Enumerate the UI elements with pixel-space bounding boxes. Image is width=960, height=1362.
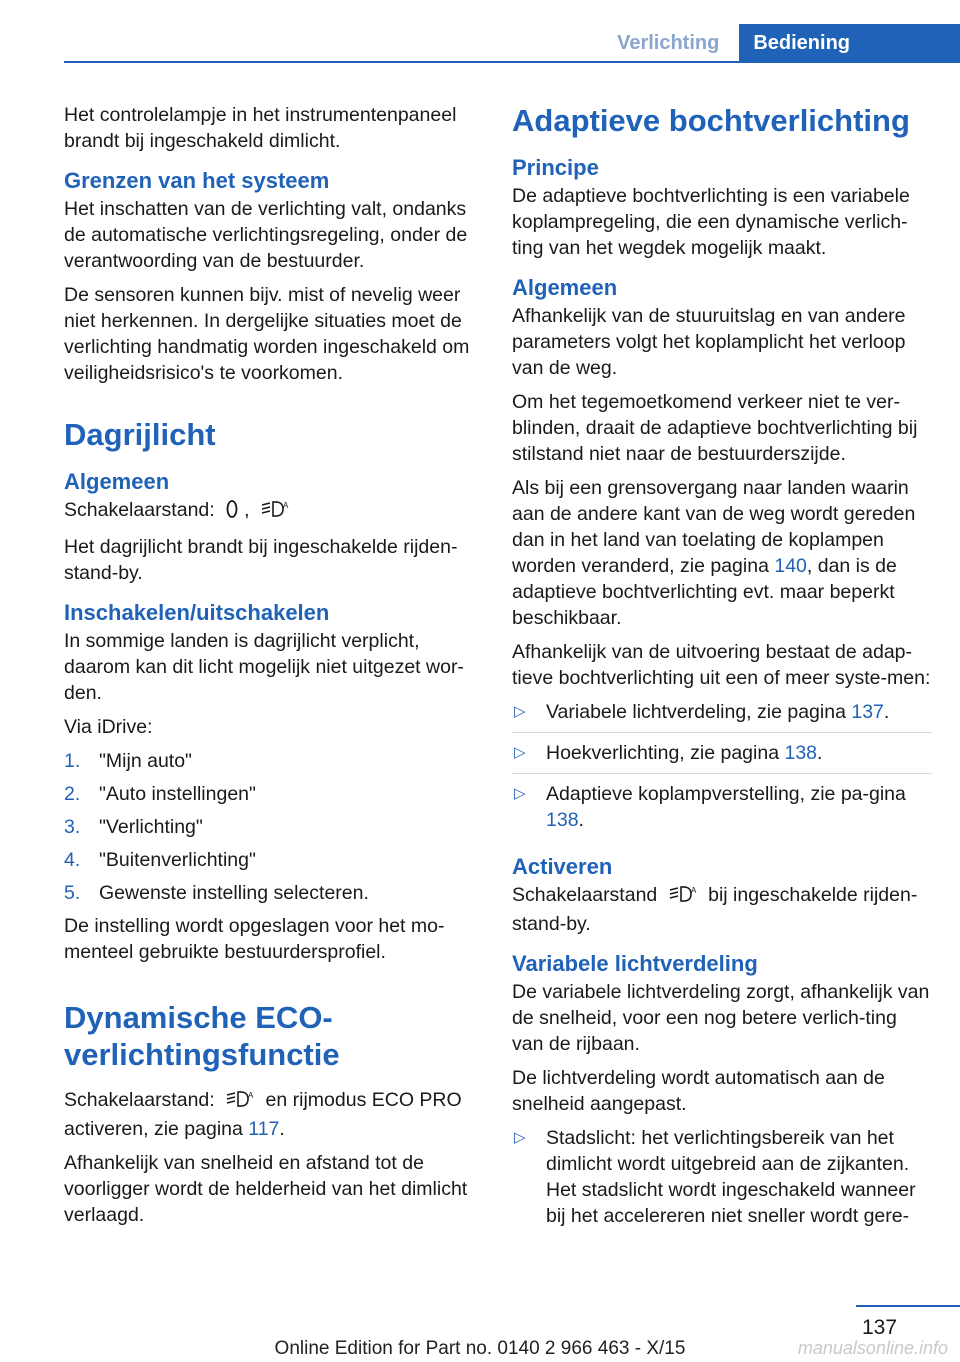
svg-text:A: A	[248, 1091, 254, 1100]
heading-variabele: Variabele lichtverdeling	[512, 951, 758, 976]
footer-rule	[856, 1305, 960, 1307]
triangle-bullet-icon: ▷	[514, 785, 526, 802]
page-link[interactable]: 137	[851, 701, 884, 723]
opgeslagen-paragraph: De instelling wordt opgeslagen voor het mo‐menteel gebruikte bestuurdersprofiel.	[64, 915, 445, 963]
left-column	[64, 102, 484, 1236]
eco-paragraph-1: Schakelaarstand: A en rijmodus ECO PRO activeren, zie pagina 117.	[64, 1089, 462, 1140]
svg-text:A: A	[690, 886, 697, 895]
idrive-steps	[64, 748, 484, 906]
header-section: Verlichting	[617, 32, 720, 54]
stadslicht-list	[512, 1125, 932, 1236]
header-rule	[64, 61, 960, 63]
auto-headlight-icon	[669, 884, 697, 911]
list-item: ▷ Variabele lichtverdeling, zie pagina 137.	[512, 699, 932, 733]
header-chapter: Bediening	[739, 24, 960, 62]
list-item: 4. "Buitenverlichting"	[64, 849, 256, 871]
algemeen-paragraph-4: Afhankelijk van de uitvoering bestaat de adap‐tieve bochtverlichting uit een of meer syste‐men:	[512, 641, 931, 689]
triangle-bullet-icon: ▷	[514, 744, 526, 761]
list-item: 3. "Verlichting"	[64, 816, 203, 838]
list-item: ▷ Hoekverlichting, zie pagina 138.	[512, 740, 932, 774]
heading-algemeen-right: Algemeen	[512, 275, 618, 300]
eco-paragraph-2: Afhankelijk van snelheid en afstand tot de voorligger wordt de helderheid van het dimlicht verlaagd.	[64, 1152, 468, 1226]
list-item: 2. "Auto instellingen"	[64, 783, 256, 805]
variabele-paragraph-1: De variabele lichtverdeling zorgt, afhankelijk van de snelheid, voor een nog betere verlich‐ting van de rijbaan.	[512, 981, 930, 1055]
grenzen-paragraph-2: De sensoren kunnen bijv. mist of nevelig weer niet herkennen. In dergelijke situaties moet de verlichting handmatig worden ingeschakeld om veiligheidsrisico's te voorkomen.	[64, 284, 470, 384]
page-link[interactable]: 138	[546, 809, 579, 831]
systems-list	[512, 699, 932, 840]
inschakelen-paragraph: In sommige landen is dagrijlicht verplicht, daarom kan dit licht mogelijk niet uitgezet wor‐den.	[64, 630, 464, 704]
edition-note: Online Edition for Part no. 0140 2 966 463 - X/15	[274, 1338, 686, 1359]
triangle-bullet-icon: ▷	[514, 703, 526, 720]
algemeen-paragraph-3: Als bij een grensovergang naar landen waarin aan de andere kant van de weg wordt gereden dan in het land van toelating de koplampen worden veranderd, zie pagina 140, dan is de adaptieve bochtverlichting evt. maar beperkt beschikbaar.	[512, 477, 916, 629]
algemeen-paragraph-2: Om het tegemoetkomend verkeer niet te ver‐blinden, draait de adaptieve bochtverlichting bij stilstand niet naar de bestuurderszijde.	[512, 391, 918, 465]
switch-position-line: Schakelaarstand: , A	[64, 497, 484, 526]
dagrijlicht-paragraph: Het dagrijlicht brandt bij ingeschakelde rijden‐stand-by.	[64, 536, 458, 584]
heading-activeren: Activeren	[512, 854, 613, 879]
heading-algemeen-left: Algemeen	[64, 469, 170, 494]
switch-zero-icon	[226, 499, 238, 526]
svg-text:A: A	[282, 501, 289, 510]
via-idrive: Via iDrive:	[64, 716, 153, 738]
principe-paragraph: De adaptieve bochtverlichting is een variabele koplampregeling, die een dynamische verlich‐ting van het wegdek mogelijk maakt.	[512, 185, 910, 259]
list-item: 1. "Mijn auto"	[64, 750, 192, 772]
list-item: 5. Gewenste instelling selecteren.	[64, 882, 369, 904]
auto-headlight-icon	[226, 1089, 254, 1116]
watermark: manualsonline.info	[797, 1338, 948, 1358]
page-link[interactable]: 117	[248, 1118, 280, 1140]
page-link[interactable]: 138	[784, 742, 818, 764]
intro-paragraph: Het controlelampje in het instrumentenpaneel brandt bij ingeschakeld dimlicht.	[64, 104, 457, 152]
triangle-bullet-icon: ▷	[514, 1129, 526, 1146]
page-number: 137	[862, 1316, 898, 1339]
list-item: ▷ Stadslicht: het verlichtingsbereik van het dimlicht wordt uitgebreid aan de zijkanten. Het stadslicht wordt ingeschakeld wanneer bij het accelereren niet sneller wordt gere‐	[514, 1127, 916, 1227]
heading-grenzen: Grenzen van het systeem	[64, 168, 330, 193]
list-item: ▷ Adaptieve koplampverstelling, zie pa‐gina 138.	[514, 783, 906, 831]
heading-adaptief: Adaptieve bochtverlichting	[512, 103, 910, 138]
algemeen-paragraph-1: Afhankelijk van de stuuruitslag en van andere parameters volgt het koplamplicht het verloop van de weg.	[512, 305, 906, 379]
variabele-paragraph-2: De lichtverdeling wordt automatisch aan de snelheid aangepast.	[512, 1067, 885, 1115]
page-link[interactable]: 140	[774, 555, 807, 577]
heading-eco: Dynamische ECO-verlichtingsfunctie	[64, 1000, 340, 1072]
right-column	[512, 102, 932, 1244]
heading-principe: Principe	[512, 155, 599, 180]
auto-headlight-icon	[261, 499, 289, 526]
running-header	[597, 24, 960, 62]
heading-dagrijlicht: Dagrijlicht	[64, 417, 216, 452]
grenzen-paragraph-1: Het inschatten van de verlichting valt, ondanks de automatische verlichtingsregeling, onder de verantwoording van de bestuurder.	[64, 198, 468, 272]
heading-inschakelen: Inschakelen/uitschakelen	[64, 600, 330, 625]
activeren-paragraph: Schakelaarstand A bij ingeschakelde rijden‐stand-by.	[512, 884, 918, 935]
